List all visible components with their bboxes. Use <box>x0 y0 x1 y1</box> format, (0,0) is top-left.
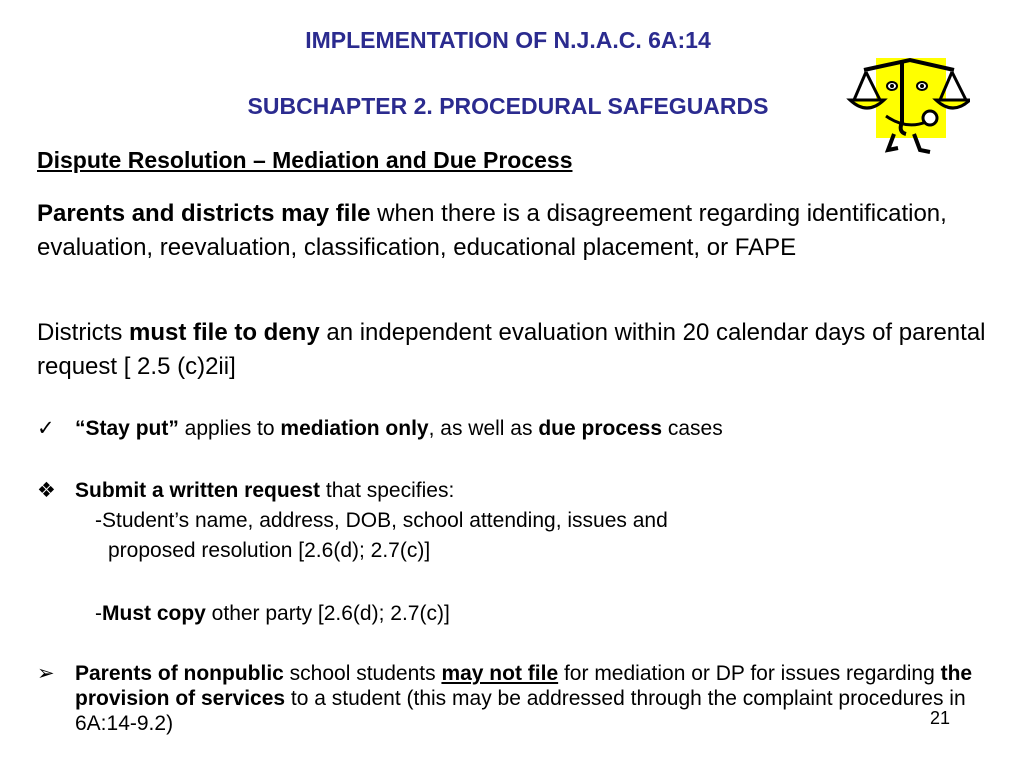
bullet1-bold3: due process <box>538 417 663 440</box>
bullet1-bold1: “Stay put” <box>75 417 179 440</box>
para2-bold: must file to deny <box>129 319 320 346</box>
slide-title: IMPLEMENTATION OF N.J.A.C. 6A:14 <box>305 27 711 53</box>
sub-item-proposed-resolution: proposed resolution [2.6(d); 2.7(c)] <box>108 539 431 562</box>
bullet3-text1: school students <box>283 662 442 685</box>
diamond-bullet-icon: ❖ <box>37 479 56 502</box>
sub3-text: other party [2.6(d); 2.7(c)] <box>205 602 450 625</box>
bullet2-bold: Submit a written request <box>75 479 321 502</box>
para2-pre: Districts <box>37 319 129 346</box>
sub3-dash: - <box>95 602 102 625</box>
bullet3-bold1: Parents of nonpublic <box>75 662 284 685</box>
bullet2-text: that specifies: <box>320 479 455 502</box>
para1-text: when there is a disagreement regarding identification, evaluation, reevaluation, classification, educational placement, or FAPE <box>37 200 947 261</box>
sub-item-must-copy <box>95 601 450 627</box>
bullet3-text2: for mediation or DP for issues regarding <box>558 662 941 685</box>
bullet1-text3: cases <box>662 417 723 440</box>
arrow-bullet-icon: ➢ <box>37 662 55 685</box>
justice-scales-face-icon <box>846 52 970 156</box>
bullet3-text3: to a student (this may be addressed through the complaint procedures in 6A:14-9.2) <box>75 687 966 735</box>
slide-subtitle: SUBCHAPTER 2. PROCEDURAL SAFEGUARDS <box>247 93 769 119</box>
sub-item-student-info: -Student’s name, address, DOB, school attending, issues and <box>95 509 668 532</box>
checkmark-icon: ✓ <box>37 417 55 440</box>
paragraph-file-disagreement <box>37 197 1012 265</box>
section-heading: Dispute Resolution – Mediation and Due Process <box>37 147 573 173</box>
bullet3-bold3: the provision of services <box>75 662 973 710</box>
page-number: 21 <box>930 708 951 728</box>
sub3-bold: Must copy <box>102 602 206 625</box>
bullet3-bold2: may not file <box>441 662 559 685</box>
para2-text: an independent evaluation within 20 calendar days of parental request [ 2.5 (c)2ii] <box>37 319 986 380</box>
bullet1-bold2: mediation only <box>280 417 429 440</box>
para1-bold: Parents and districts may file <box>37 200 371 227</box>
paragraph-must-file-to-deny <box>37 316 1012 384</box>
bullet1-text1: applies to <box>178 417 281 440</box>
bullet1-text2: , as well as <box>428 417 539 440</box>
